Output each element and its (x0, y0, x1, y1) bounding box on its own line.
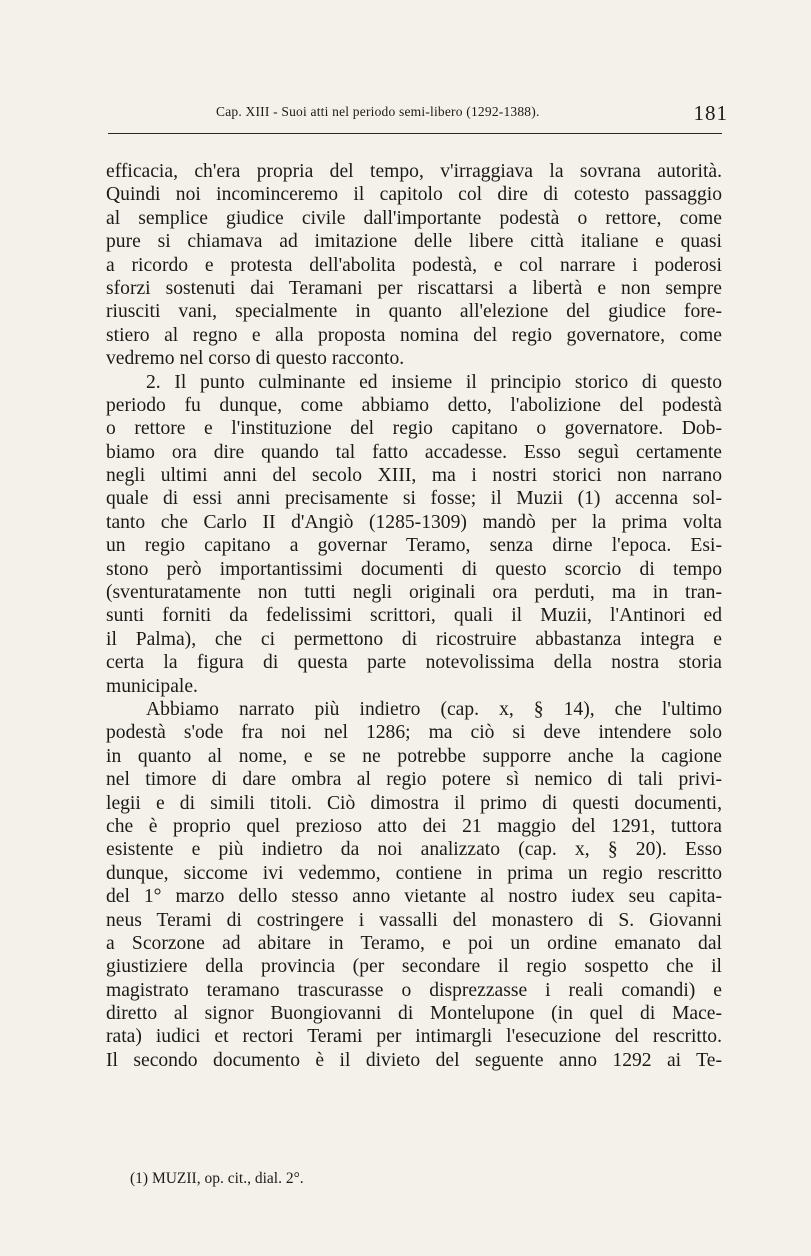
text-line: tanto che Carlo II d'Angiò (1285-1309) mandò per la prima volta (106, 511, 722, 533)
body-text (106, 160, 722, 1072)
text-line: a Scorzone ad abitare in Teramo, e poi un ordine emanato dal (106, 932, 722, 954)
text-line: magistrato teramano trascurasse o disprezzasse i reali comandi) e (106, 979, 722, 1001)
page-header (108, 101, 728, 128)
text-line: un regio capitano a governar Teramo, senza dirne l'epoca. Esi- (106, 535, 722, 557)
text-line: certa la figura di questa parte notevolissima della nostra storia (106, 652, 722, 674)
text-line: del 1° marzo dello stesso anno vietante al nostro iudex seu capita- (106, 886, 722, 908)
page-number: 181 (693, 101, 728, 125)
text-line: quale di essi anni precisamente si fosse; il Muzii (1) accenna sol- (106, 488, 722, 510)
text-line: dunque, siccome ivi vedemmo, contiene in prima un regio rescritto (106, 862, 722, 884)
text-line: diretto al signor Buongiovanni di Montelupone (in quel di Mace- (106, 1003, 722, 1025)
text-line: al semplice giudice civile dall'importante podestà o rettore, come (106, 207, 722, 229)
text-line: che è proprio quel prezioso atto dei 21 maggio del 1291, tuttora (106, 815, 722, 837)
text-line: negli ultimi anni del secolo XIII, ma i nostri storici non narrano (106, 465, 722, 487)
text-line: in quanto al nome, e se ne potrebbe supporre anche la cagione (106, 745, 722, 767)
text-line: efficacia, ch'era propria del tempo, v'irraggiava la sovrana autorità. (106, 161, 722, 182)
text-line: legii e di simili titoli. Ciò dimostra il primo di questi documenti, (106, 792, 722, 814)
text-line: sunti forniti da fedelissimi scrittori, quali il Muzii, l'Antinori ed (106, 605, 722, 627)
text-line: podestà s'ode fra noi nel 1286; ma ciò si deve intendere solo (106, 722, 722, 744)
text-line: riusciti vani, specialmente in quanto all'elezione del giudice fore- (106, 301, 722, 323)
text-line: rata) iudici et rectori Terami per intimargli l'esecuzione del rescritto. (106, 1026, 722, 1048)
text-line: Abbiamo narrato più indietro (cap. x, § 14), che l'ultimo (146, 698, 722, 720)
text-line: (sventuratamente non tutti negli originali ora perduti, ma in tran- (106, 582, 722, 604)
text-line: nel timore di dare ombra al regio potere sì nemico di tali privi- (106, 769, 722, 791)
text-line: pure si chiamava ad imitazione delle libere città italiane e quasi (106, 231, 722, 253)
text-line: Quindi noi incominceremo il capitolo col dire di cotesto passaggio (106, 184, 722, 206)
text-line: stiero al regno e alla proposta nomina del regio governatore, come (106, 324, 722, 346)
text-line: sforzi sostenuti dai Teramani per riscattarsi a libertà e non sempre (106, 277, 722, 299)
text-line: Il secondo documento è il divieto del seguente anno 1292 ai Te- (106, 1049, 722, 1071)
text-line: esistente e più indietro da noi analizzato (cap. x, § 20). Esso (106, 839, 722, 861)
footnote: (1) MUZII, op. cit., dial. 2°. (130, 1170, 304, 1187)
header-rule (108, 133, 722, 134)
text-line: periodo fu dunque, come abbiamo detto, l'abolizione del podestà (106, 394, 722, 416)
text-line: vedremo nel corso di questo racconto. (106, 348, 405, 370)
running-title: Cap. XIII - Suoi atti nel periodo semi-libero (1292-1388). (216, 104, 540, 119)
text-line: giustiziere della provincia (per secondare il regio sospetto che il (106, 956, 722, 978)
text-line: municipale. (106, 675, 198, 697)
text-line: stono però importantissimi documenti di questo scorcio di tempo (106, 558, 722, 580)
text-line: neus Terami di costringere i vassalli del monastero di S. Giovanni (106, 909, 722, 931)
text-line: 2. Il punto culminante ed insieme il principio storico di questo (146, 371, 722, 393)
text-line: o rettore e l'instituzione del regio capitano o governatore. Dob- (106, 418, 722, 440)
text-line: biamo ora dire quando tal fatto accadesse. Esso seguì certamente (106, 441, 722, 463)
text-line: a ricordo e protesta dell'abolita podestà, e col narrare i poderosi (106, 254, 722, 276)
text-line: il Palma), che ci permettono di ricostruire abbastanza integra e (106, 628, 722, 650)
